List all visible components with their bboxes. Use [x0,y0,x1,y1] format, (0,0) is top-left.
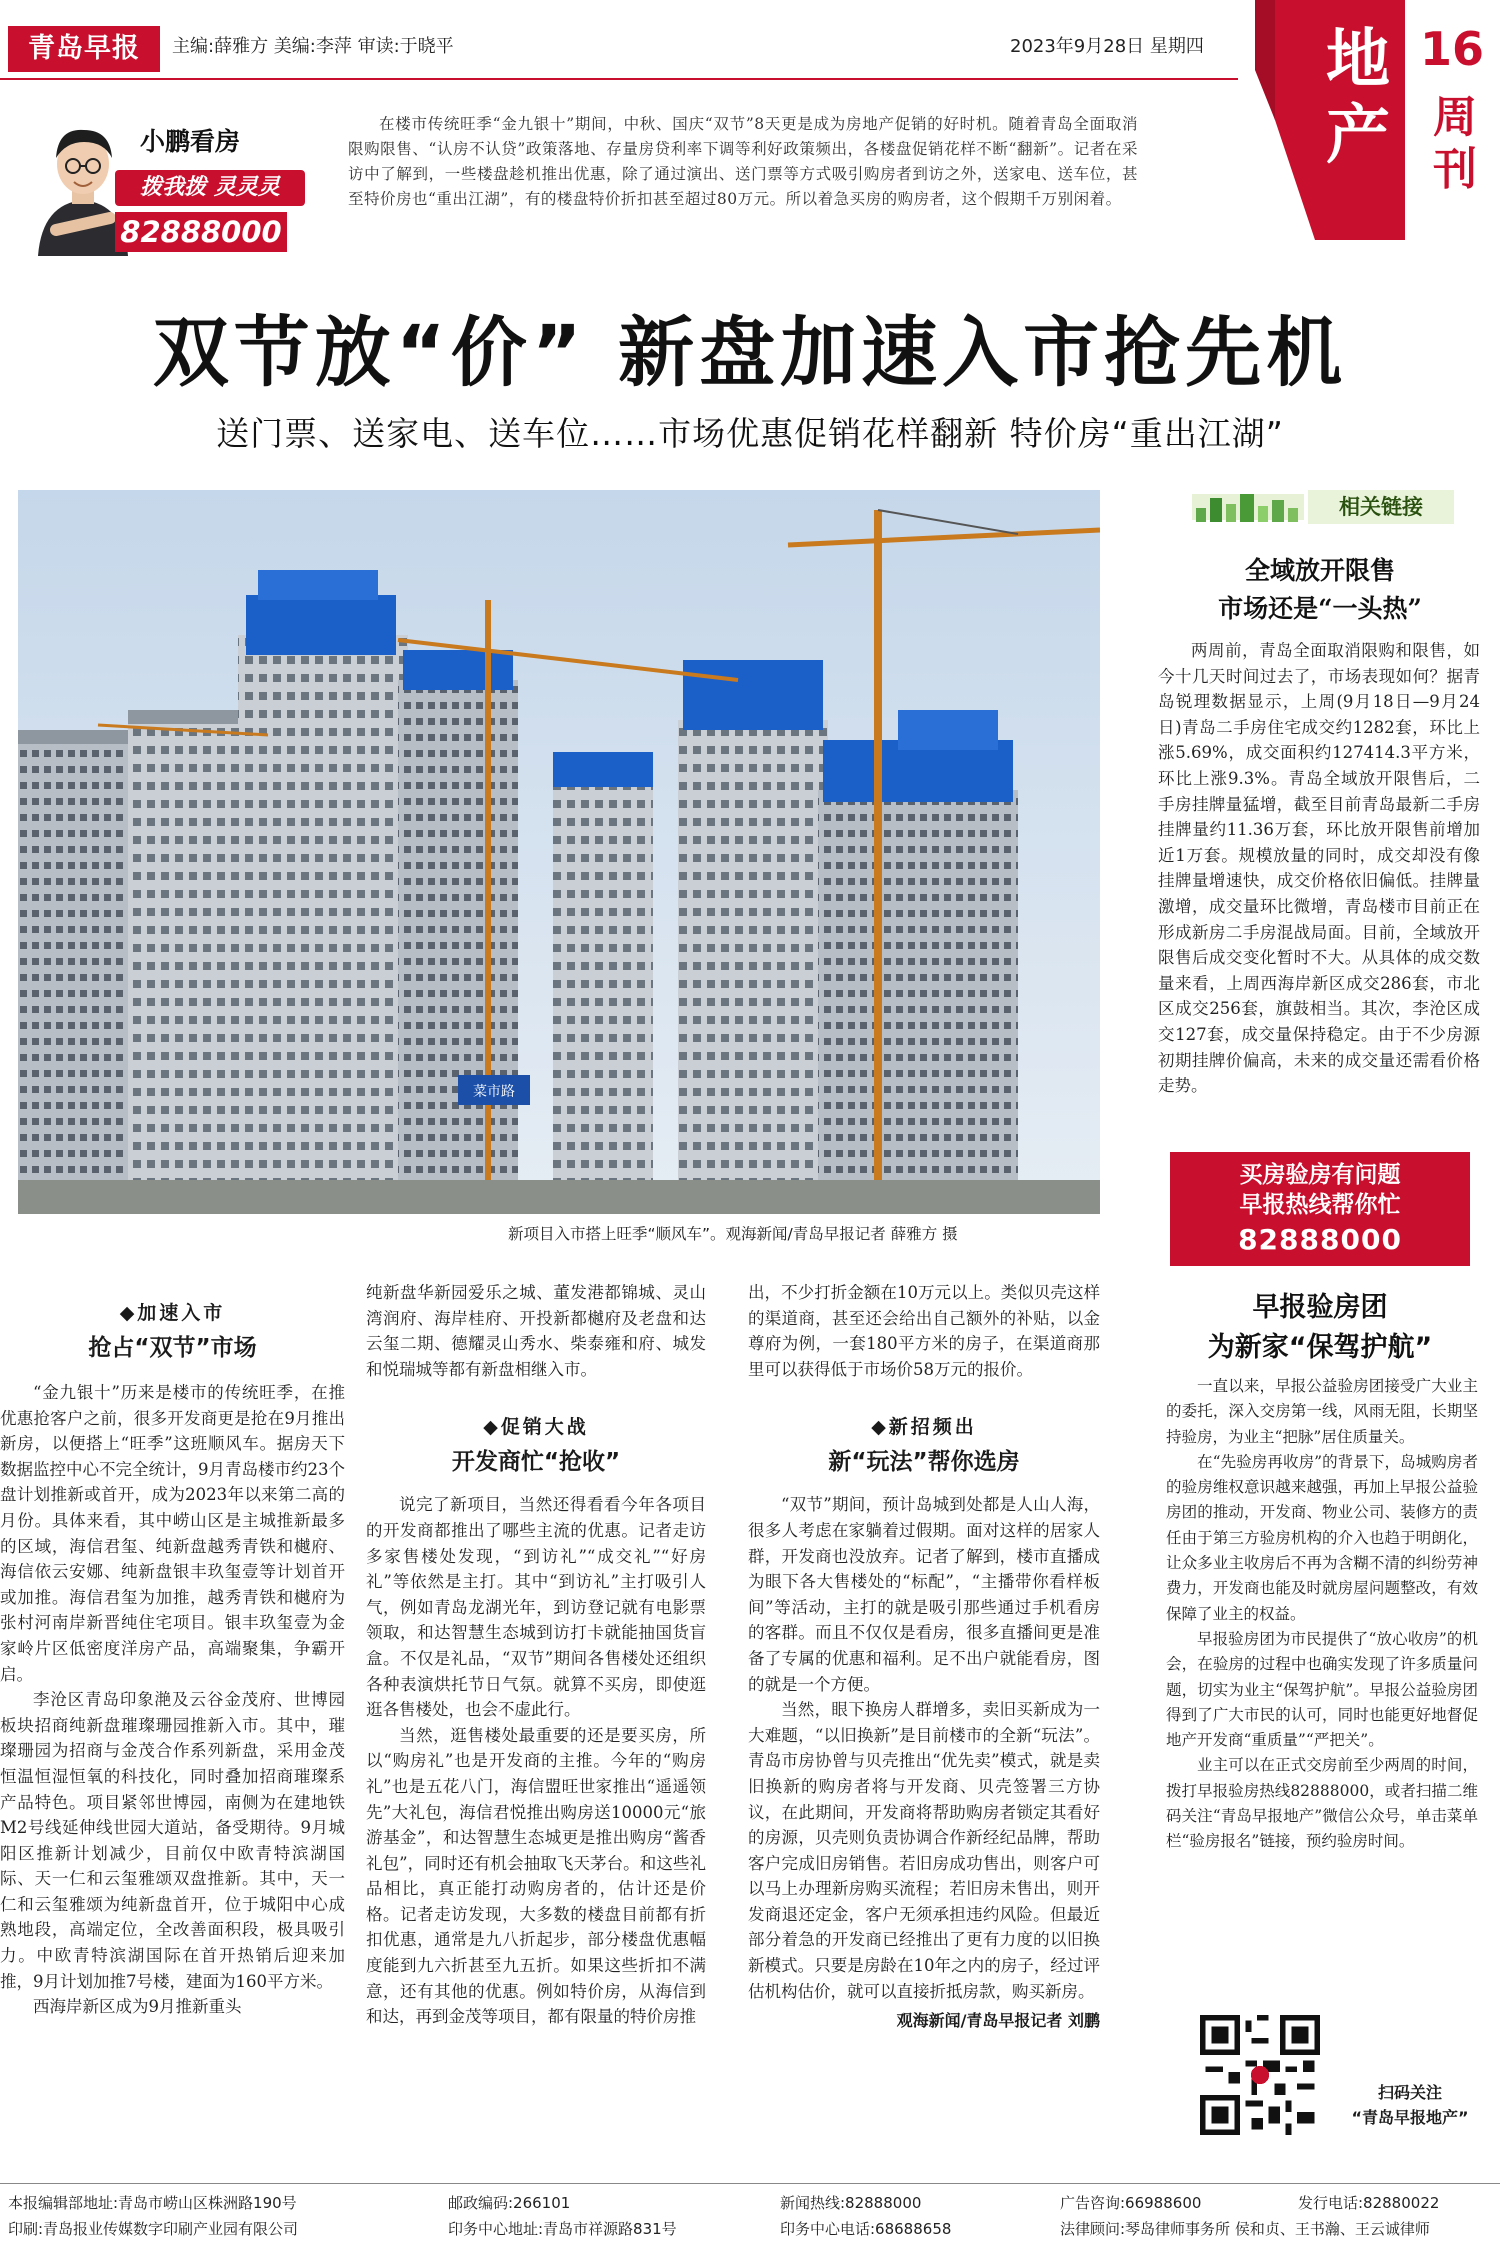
photo-caption: 新项目入市搭上旺季“顺风车”。观海新闻/青岛早报记者 薛雅方 摄 [508,1225,958,1243]
team-paragraph: 早报验房团为市民提供了“放心收房”的机会，在验房的过程中也确实发现了许多质量问题，切实为业主“保驾护航”。早报公益验房团得到了广大市民的认可，同时也能更好地督促地产开发商“重质量”“严把关”。 [1166,1629,1478,1750]
article-body [366,1280,706,1382]
article-paragraph: 李沧区青岛印象滟及云谷金茂府、世博园板块招商纯新盘璀璨珊园推新入市。其中，璀璨珊园为招商与金茂合作系列新盘，采用金茂恒温恒湿恒氧的科技化，同时叠加招商璀璨系产品特色。项目紧邻世博园，南侧为在建地铁M2号线延伸线世园大道站，备受期待。9月城阳区推新计划减少，目前仅中欧青特滨湖国际、天一仁和云玺雅颂双盘推新。其中，天一仁和云玺雅颂为纯新盘首开，位于城阳中心成熟地段，高端定位，全改善面积段，极具吸引力。中欧青特滨湖国际在首开热销后迎来加推，9月计划加推7号楼，建面为160平方米。 [0,1690,345,1991]
footer-postcode: 邮政编码:266101 [448,2194,571,2212]
hotline-banner [1170,1152,1470,1266]
article-body [0,1380,345,2020]
article-paragraph: 当然，逛售楼处最重要的还是要买房，所以“购房礼”也是开发商的主推。今年的“购房礼”也是五花八门，海信盟旺世家推出“遥遥领先”大礼包，海信君悦推出购房送10000元“旅游基金”，和达智慧生态城更是推出购房“酱香礼包”，同时还有机会抽取飞天茅台。和这些礼品相比，真正能打动购房者的，估计还是价格。记者走访发现，大多数的楼盘目前都有折扣优惠，通常是九八折起步，部分楼盘优惠幅度能到九六折甚至九五折。如果这些折扣不满意，还有其他的优惠。例如特价房，从海信到和达，再到金茂等项目，都有限量的特价房推 [366,1725,706,2027]
team-paragraph: 一直以来，早报公益验房团接受广大业主的委托，深入交房第一线，风雨无阻，长期坚持验房，为业主“把脉”居住质量关。 [1166,1377,1478,1446]
qr-caption [1330,2080,1490,2130]
article-paragraph: 出，不少打折金额在10万元以上。类似贝壳这样的渠道商，甚至还会给出自己额外的补贴，以金尊府为例，一套180平方米的房子，在渠道商那里可以获得低于市场价58万元的报价。 [748,1283,1100,1379]
article-column-1 [0,1298,345,2020]
sidebar-title-line2: 市场还是“一头热” [1218,594,1422,623]
construction-photo [18,490,1100,1214]
section-name: 地产 [1326,23,1390,173]
footer-legal: 法律顾问:琴岛律师事务所 侯和贞、王书瀚、王云诚律师 [1060,2220,1430,2238]
article-body [748,1280,1100,1382]
article-paragraph: “金九银十”历来是楼市的传统旺季，在推优惠抢客户之前，很多开发商更是抢在9月推出新房，以便搭上“旺季”这班顺风车。据房天下数据监控中心不完全统计，9月青岛楼市约23个盘计划推新或首开，成为2023年以来第二高的月份。具体来看，其中崂山区是主城推新最多的区域，海信君玺、纯新盘越秀青铁和樾府、海信依云安娜、纯新盘银丰玖玺壹等计划首开或加推。海信君玺为加推，越秀青铁和樾府为张村河南岸新晋纯住宅项目。银丰玖玺壹为金家岭片区低密度洋房产品，高端聚集，争霸开启。 [0,1383,345,1684]
section-title: 抢占“双节”市场 [88,1335,257,1361]
columnist-brand-tag: 拨我拨 灵灵灵 [115,170,305,206]
inspection-team-title [1170,1288,1470,1368]
footer-ad-contact: 广告咨询:66988600 [1060,2194,1202,2212]
section-title: 开发商忙“抢收” [451,1449,621,1476]
section-kicker: ◆新招频出 [871,1416,977,1439]
footer-row [0,2190,1500,2216]
team-paragraph: 业主可以在正式交房前至少两周的时间，拨打早报验房热线82888000，或者扫描二维码关注“青岛早报地产”微信公众号，单击菜单栏“验房报名”链接，预约验房时间。 [1166,1756,1478,1851]
footer-address: 本报编辑部地址:青岛市崂山区株洲路190号 [8,2194,297,2212]
header-rule [0,78,1238,80]
sidebar-article [1158,638,1480,1099]
article-paragraph: 西海岸新区成为9月推新重头 [33,1997,242,2017]
sidebar-title [1160,552,1480,628]
article-paragraph: “双节”期间，预计岛城到处都是人山人海，很多人考虑在家躺着过假期。面对这样的居家人群，开发商也没放弃。记者了解到，楼市直播成为眼下各大售楼处的“标配”，“主播带你看样板间”等活动，主打的就是吸引那些通过手机看房的客群。而且不仅仅是看房，很多直播间更是准备了专属的优惠和福利。足不出户就能看房，图的就是一个方便。 [748,1495,1100,1694]
byline: 观海新闻/青岛早报记者 刘鹏 [896,2011,1100,2031]
footer-row [0,2216,1500,2242]
page-number: 16 [1419,22,1484,76]
footer-circulation: 发行电话:82880022 [1298,2194,1440,2212]
article-column-3 [748,1280,1100,2031]
qr-label-line2: “青岛早报地产” [1351,2108,1469,2127]
article-paragraph: 当然，眼下换房人群增多，卖旧买新成为一大难题，“以旧换新”是目前楼市的全新“玩法”。青岛市房协曾与贝壳推出“优先卖”模式，就是卖旧换新的购房者将与开发商、贝壳签署三方协议，在此期间，开发商将帮助购房者锁定其看好的房源，贝壳则负责协调合作新经纪品牌，帮助客户完成旧房销售。若旧房成功售出，则客户可以马上办理新房购买流程；若旧房未售出，则开发商退还定金，客户无须承担违约风险。但最近部分着急的开发商已经推出了更有力度的以旧换新模式。只要是房龄在10年之内的房子，经过评估机构估价，就可以直接折抵房款，购买新房。 [748,1700,1100,2001]
hotline-number[interactable]: 82888000 [1238,1223,1402,1256]
qr-code-icon[interactable] [1200,2015,1320,2135]
hotline-line1: 买房验房有问题 [1239,1162,1401,1188]
team-paragraph: 在“先验房再收房”的背景下，岛城购房者的验房维权意识越来越强，再加上早报公益验房团的推动，开发商、物业公司、装修方的责任由于第三方验房机构的介入也趋于明朗化，让众多业主收房后不再为含糊不清的纠纷劳神费力，开发商也能及时就房屋问题整改，有效保障了业主的权益。 [1166,1452,1478,1623]
columnist-phone[interactable]: 82888000 [115,212,287,252]
footer [0,2190,1500,2242]
footer-printer: 印刷:青岛报业传媒数字印刷产业园有限公司 [8,2220,299,2238]
team-title-line1: 早报验房团 [1252,1292,1388,1323]
section-kicker: ◆促销大战 [483,1416,589,1439]
headline: 双节放“价” 新盘加速入市抢先机 [152,308,1348,397]
team-title-line2: 为新家“保驾护航” [1207,1332,1433,1363]
hotline-line2: 早报热线帮你忙 [1239,1192,1401,1218]
masthead-logo: 青岛早报 [8,26,160,72]
lead-paragraph: 在楼市传统旺季“金九银十”期间，中秋、国庆“双节”8天更是成为房地产促销的好时机。随着青岛全面取消限购限售、“认房不认贷”政策落地、存量房贷利率下调等利好政策频出，各楼盘促销花样不断“翻新”。记者在采访中了解到，一些楼盘趁机推出优惠，除了通过演出、送门票等方式吸引购房者到访之外，送家电、送车位，甚至特价房也“重出江湖”，有的楼盘特价折扣甚至超过80万元。所以着急买房的购房者，这个假期千万别闲着。 [348,115,1138,208]
qr-label-line1: 扫码关注 [1377,2083,1442,2102]
footer-rule [0,2183,1500,2184]
article-column-2 [366,1280,706,2030]
footer-print-phone: 印务中心电话:68688658 [780,2220,952,2238]
section-kicker: ◆加速入市 [119,1302,226,1324]
article-body [748,1492,1100,2004]
street-sign-text: 菜市路 [473,1084,515,1100]
sidebar-paragraph: 两周前，青岛全面取消限购和限售，如今十几天时间过去了，市场表现如何？据青岛锐理数据显示，上周(9月18日—9月24日)青岛二手房住宅成交约1282套，环比上涨5.69%，成交面积约127414.3平方米，环比上涨9.3%。青岛全域放开限售后，二手房挂牌量猛增，截至目前青岛最新二手房挂牌量约11.36万套，环比放开限售前增加近1万套。规模放量的同时，成交却没有像挂牌量增速快，成交价格依旧偏低。挂牌量激增，成交量环比微增，青岛楼市目前正在形成新房二手房混战局面。目前，全域放开限售后成交变化暂时不大。从具体的成交数量来看，上周西海岸新区成交286套，市北区成交256套，旗鼓相当。其次，李沧区成交127套，成交量保持稳定。由于不少房源初期挂牌价偏高，未来的成交量还需看价格走势。 [1158,641,1480,1096]
editor-credits: 主编:薛雅方 美编:李萍 审读:于晓平 [172,36,454,57]
article-paragraph: 说完了新项目，当然还得看看今年各项目的开发商都推出了哪些主流的优惠。记者走访多家售楼处发现，“到访礼”“成交礼”“好房礼”等依然是主打。其中“到访礼”主打吸引人气，例如青岛龙湖光年，到访登记就有电影票领取，和达智慧生态城到访打卡就能抽国货盲盒。不仅是礼品，“双节”期间各售楼处还组织各种表演烘托节日气氛。就算不买房，即使逛逛各售楼处，也会不虚此行。 [366,1495,706,1720]
footer-print-address: 印务中心地址:青岛市祥源路831号 [448,2220,677,2238]
section-title: 新“玩法”帮你选房 [828,1449,1020,1476]
subheadline: 送门票、送家电、送车位……市场优惠促销花样翻新 特价房“重出江湖” [216,414,1284,453]
footer-news-hotline: 新闻热线:82888000 [780,2194,922,2212]
article-body [366,1492,706,2029]
columnist-name: 小鹏看房 [140,127,241,156]
issue-date: 2023年9月28日 星期四 [1010,36,1204,57]
related-links-label: 相关链接 [1308,490,1454,524]
article-paragraph: 纯新盘华新园爱乐之城、董发港都锦城、灵山湾润府、海岸桂府、开投新都樾府及老盘和达云玺二期、德耀灵山秀水、柴泰雍和府、城发和悦瑞城等都有新盘相继入市。 [366,1283,706,1379]
sidebar-title-line1: 全域放开限售 [1244,556,1395,585]
weekly-label: 周刊 [1433,92,1477,195]
inspection-team-article [1166,1374,1478,1855]
